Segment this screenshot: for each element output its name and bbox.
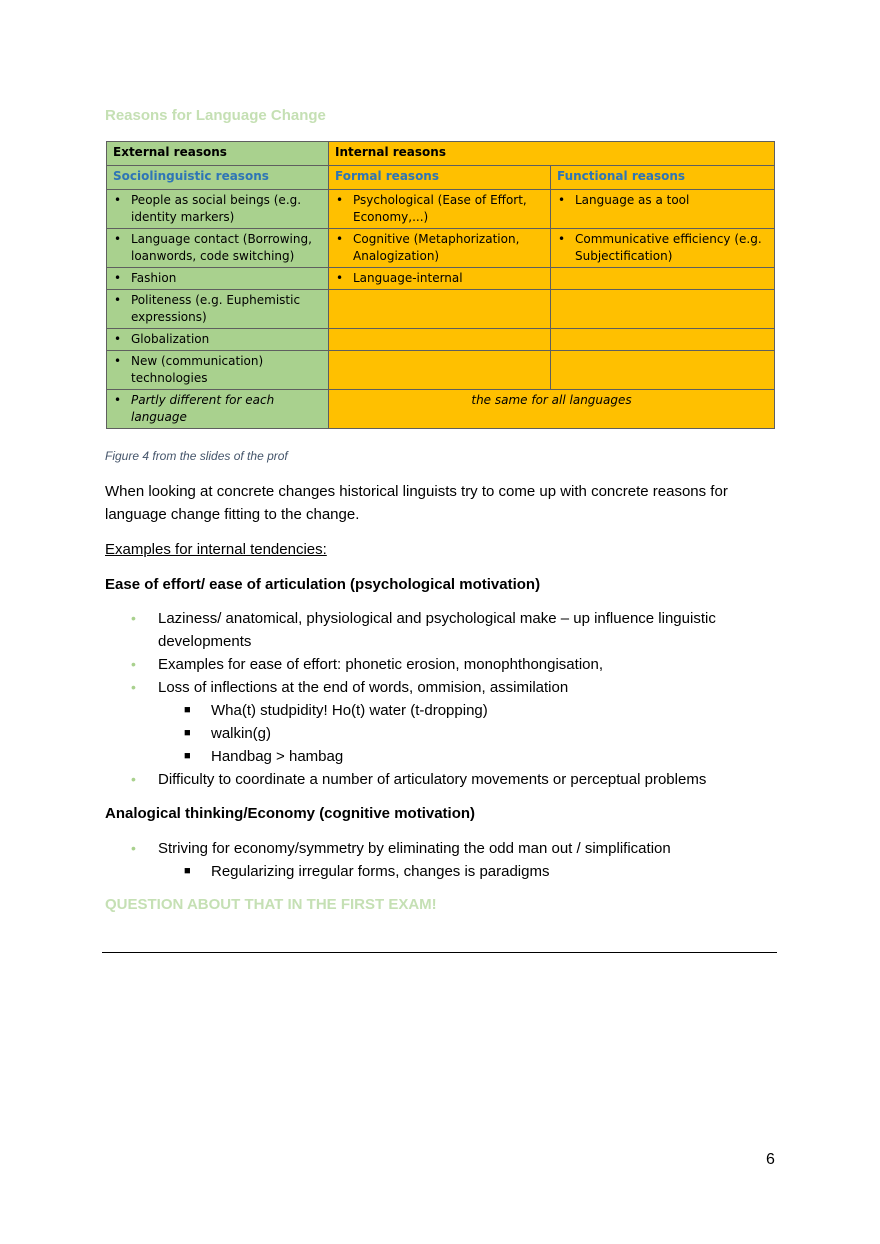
bullet-icon: •: [114, 232, 122, 246]
cell-text: Globalization: [131, 332, 210, 346]
cell-text: Partly different for each language: [131, 393, 275, 424]
square-bullet-icon: ■: [184, 727, 191, 739]
cell-text: People as social beings (e.g. identity markers): [131, 193, 302, 224]
table-row: [107, 229, 775, 268]
functional-header: Functional reasons: [551, 166, 775, 190]
table-cell-functional: [551, 229, 775, 268]
sub-list-item-text: walkin(g): [211, 725, 272, 742]
external-reasons-header: External reasons: [107, 142, 329, 166]
table-cell-functional: [551, 329, 775, 351]
list-item-text: Difficulty to coordinate a number of articulatory movements or perceptual problems: [158, 771, 707, 788]
list-item: [105, 837, 775, 883]
reasons-table: [106, 141, 775, 429]
cell-text: Language-internal: [353, 271, 463, 285]
bullet-icon: •: [114, 332, 122, 346]
bullet-icon: •: [558, 232, 566, 246]
bullet-icon: •: [336, 232, 344, 246]
section2-title: Analogical thinking/Economy (cognitive motivation): [105, 805, 476, 822]
cell-text: Politeness (e.g. Euphemistic expressions): [131, 293, 301, 324]
cell-text: Language contact (Borrowing, loanwords, code switching): [131, 232, 312, 263]
cell-text: Language as a tool: [575, 193, 690, 207]
table-cell-external: [107, 390, 329, 429]
table-row: [107, 390, 775, 429]
square-bullet-icon: ■: [184, 704, 191, 716]
table-row: [107, 190, 775, 229]
table-cell-functional: [551, 351, 775, 390]
table-cell-formal: [329, 268, 551, 290]
horizontal-divider: [102, 952, 777, 953]
table-cell-internal-summary: the same for all languages: [329, 390, 775, 429]
table-cell-external: [107, 329, 329, 351]
figure-caption: Figure 4 from the slides of the prof: [105, 449, 288, 463]
exam-note: QUESTION ABOUT THAT IN THE FIRST EXAM!: [105, 896, 437, 913]
list-item: [105, 653, 775, 676]
sociolinguistic-header: Sociolinguistic reasons: [107, 166, 329, 190]
bullet-icon: •: [131, 656, 136, 672]
bullet-icon: •: [114, 293, 122, 307]
table-cell-formal: [329, 329, 551, 351]
table-cell-functional: [551, 290, 775, 329]
table-cell-external: [107, 351, 329, 390]
page-number: 6: [766, 1151, 775, 1168]
table-cell-functional: [551, 190, 775, 229]
bullet-icon: •: [558, 193, 566, 207]
bullet-icon: •: [336, 271, 344, 285]
sub-list: [158, 699, 775, 768]
square-bullet-icon: ■: [184, 865, 191, 877]
table-cell-formal: [329, 229, 551, 268]
cell-text: Fashion: [131, 271, 177, 285]
bullet-icon: •: [131, 840, 136, 856]
cell-text: Psychological (Ease of Effort, Economy,...): [353, 193, 527, 224]
bullet-icon: •: [131, 771, 136, 787]
list-item: [105, 768, 775, 791]
table-cell-formal: [329, 190, 551, 229]
cell-text: Communicative efficiency (e.g. Subjectification): [575, 232, 762, 263]
bullet-icon: •: [114, 193, 122, 207]
cell-text: New (communication) technologies: [131, 354, 264, 385]
table-cell-external: [107, 268, 329, 290]
square-bullet-icon: ■: [184, 750, 191, 762]
bullet-icon: •: [131, 679, 136, 695]
bullet-icon: •: [131, 610, 136, 626]
examples-heading: Examples for internal tendencies:: [105, 541, 327, 558]
table-cell-external: [107, 229, 329, 268]
sub-list-item-text: Wha(t) studpidity! Ho(t) water (t-dropping): [211, 702, 488, 719]
intro-paragraph: When looking at concrete changes historical linguists try to come up with concrete reasons for language change fitting to the change.: [105, 483, 728, 523]
section1-list: [105, 607, 775, 791]
table-cell-external: [107, 290, 329, 329]
section2-list: [105, 837, 775, 883]
internal-reasons-header: Internal reasons: [329, 142, 775, 166]
list-item-text: Examples for ease of effort: phonetic erosion, monophthongisation,: [158, 656, 603, 673]
cell-text: Cognitive (Metaphorization, Analogization): [353, 232, 520, 263]
table-cell-external: [107, 190, 329, 229]
sub-list: [158, 860, 775, 883]
table-row: [107, 351, 775, 390]
list-item: [105, 676, 775, 768]
list-item-text: Loss of inflections at the end of words, ommision, assimilation: [158, 679, 569, 696]
table-cell-formal: [329, 290, 551, 329]
sub-list-item: [158, 699, 775, 722]
list-item: [105, 607, 775, 653]
section1-title: Ease of effort/ ease of articulation (psychological motivation): [105, 576, 541, 593]
sub-list-item: [158, 745, 775, 768]
page-heading: Reasons for Language Change: [105, 107, 326, 124]
table-row: [107, 290, 775, 329]
formal-header: Formal reasons: [329, 166, 551, 190]
sub-list-item: [158, 722, 775, 745]
table-cell-formal: [329, 351, 551, 390]
bullet-icon: •: [114, 271, 122, 285]
sub-list-item-text: Handbag > hambag: [211, 748, 344, 765]
bullet-icon: •: [336, 193, 344, 207]
list-item-text: Striving for economy/symmetry by eliminating the odd man out / simplification: [158, 840, 671, 857]
bullet-icon: •: [114, 354, 122, 368]
list-item-text: Laziness/ anatomical, physiological and psychological make – up influence linguistic developments: [158, 610, 716, 650]
sub-list-item-text: Regularizing irregular forms, changes is paradigms: [211, 863, 550, 880]
table-cell-functional: [551, 268, 775, 290]
sub-list-item: [158, 860, 775, 883]
table-row: [107, 268, 775, 290]
bullet-icon: •: [114, 393, 122, 407]
table-row: [107, 329, 775, 351]
